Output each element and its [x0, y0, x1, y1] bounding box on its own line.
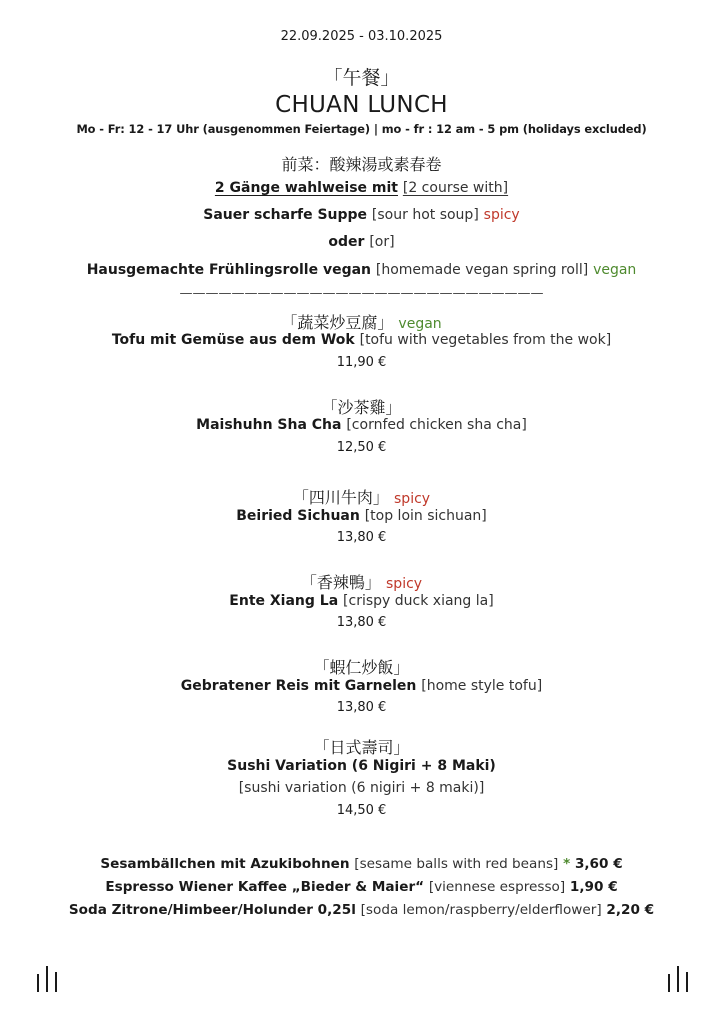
dish-chinese-name — [0, 655, 723, 678]
dish-name-en: [crispy duck xiang la] — [343, 593, 494, 609]
dish-cn: 「沙茶雞」 — [321, 398, 402, 417]
dish-name-de: Beiried Sichuan — [236, 508, 360, 524]
dish-cn: 「四川牛肉」 — [292, 488, 389, 507]
dish-cn: 「蔬菜炒豆腐」 — [281, 313, 394, 332]
extra-item — [0, 879, 723, 895]
dish-name — [0, 593, 723, 609]
dish-name — [0, 332, 723, 348]
extra-price: 1,90 € — [569, 879, 618, 895]
roll-name-de: Hausgemachte Frühlingsrolle vegan — [86, 262, 372, 278]
extra-name-de: Soda Zitrone/Himbeer/Holunder 0,25l — [68, 902, 356, 918]
extra-price: 3,60 € — [574, 856, 623, 872]
menu-title: CHUAN LUNCH — [275, 92, 448, 118]
dish-name-de: Ente Xiang La — [229, 593, 339, 609]
starter-spring-roll — [0, 262, 723, 278]
course-info-en: [2 course with] — [402, 180, 509, 196]
logo-mark-left — [33, 966, 63, 992]
spicy-tag: spicy — [394, 491, 431, 507]
dish-cn: 「蝦仁炒飯」 — [313, 658, 410, 677]
extra-name-de: Sesambällchen mit Azukibohnen — [100, 856, 350, 872]
starter-soup — [0, 207, 723, 223]
dish-name-de: Sushi Variation (6 Nigiri + 8 Maki) — [227, 758, 496, 774]
roll-name-en: [homemade vegan spring roll] — [375, 262, 589, 278]
extra-name-de: Espresso Wiener Kaffee „Bieder & Maier“ — [105, 879, 425, 895]
extra-name-en: [sesame balls with red beans] — [354, 856, 559, 872]
or-en: [or] — [369, 234, 395, 250]
or-de: oder — [328, 234, 365, 250]
dish-price: 12,50 € — [336, 440, 387, 455]
dish-price: 14,50 € — [336, 803, 387, 818]
dish-name-en: [tofu with vegetables from the wok] — [359, 332, 612, 348]
extra-name-en: [soda lemon/raspberry/elderflower] — [360, 902, 602, 918]
extra-item — [0, 856, 723, 872]
opening-hours: Mo - Fr: 12 - 17 Uhr (ausgenommen Feiertage) | mo - fr : 12 am - 5 pm (holidays excluded) — [76, 122, 647, 136]
spicy-tag: spicy — [483, 207, 520, 223]
dish-chinese-name — [0, 310, 723, 333]
dish-chinese-name — [0, 570, 723, 593]
course-info — [0, 180, 723, 196]
vegan-tag: vegan — [398, 316, 442, 332]
dish-name-en-line — [0, 780, 723, 796]
dish-cn: 「香辣鴨」 — [300, 573, 381, 592]
spicy-tag: spicy — [386, 576, 423, 592]
divider: ———————————————————————————— — [179, 286, 544, 301]
extra-name-en: [viennese espresso] — [428, 879, 566, 895]
dish-price: 13,80 € — [336, 700, 387, 715]
note-mark: * — [563, 856, 571, 872]
dish-cn: 「日式壽司」 — [313, 738, 410, 757]
extra-item — [0, 902, 723, 918]
dish-price: 11,90 € — [336, 355, 387, 370]
course-info-de: 2 Gänge wahlweise mit — [214, 180, 398, 196]
dish-chinese-name — [0, 485, 723, 508]
dish-chinese-name — [0, 395, 723, 418]
dish-name — [0, 508, 723, 524]
dish-chinese-name — [0, 735, 723, 758]
dish-price: 13,80 € — [336, 615, 387, 630]
dish-name-en: [sushi variation (6 nigiri + 8 maki)] — [238, 780, 485, 796]
soup-name-en: [sour hot soup] — [371, 207, 479, 223]
dish-name-en: [home style tofu] — [421, 678, 543, 694]
logo-mark-right — [664, 966, 694, 992]
dish-name-de: Maishuhn Sha Cha — [196, 417, 342, 433]
menu-title-chinese: 「午餐」 — [323, 67, 400, 89]
dish-name-de: Gebratener Reis mit Garnelen — [180, 678, 417, 694]
vegan-tag: vegan — [593, 262, 637, 278]
dish-price: 13,80 € — [336, 530, 387, 545]
dish-name — [0, 678, 723, 694]
dish-name — [0, 417, 723, 433]
dish-name-en: [cornfed chicken sha cha] — [346, 417, 527, 433]
date-range: 22.09.2025 - 03.10.2025 — [280, 29, 443, 44]
extra-price: 2,20 € — [606, 902, 655, 918]
starter-or — [0, 234, 723, 250]
starter-title-chinese: 前菜：酸辣湯或素春卷 — [281, 155, 442, 174]
dish-name-en: [top loin sichuan] — [364, 508, 487, 524]
dish-name-de: Tofu mit Gemüse aus dem Wok — [111, 332, 355, 348]
soup-name-de: Sauer scharfe Suppe — [203, 207, 368, 223]
